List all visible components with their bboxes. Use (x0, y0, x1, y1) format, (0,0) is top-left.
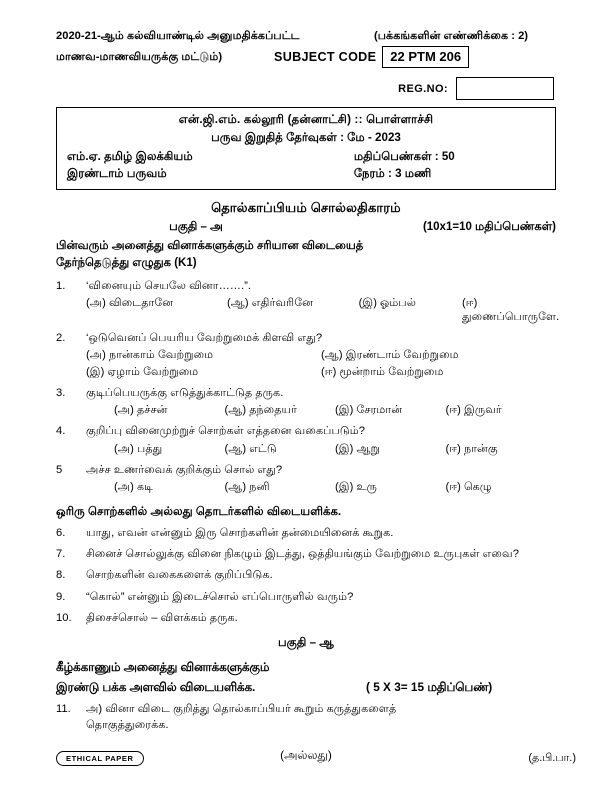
question-number: 2. (56, 331, 66, 344)
question-text-line1: அ) வினா விடை குறித்து தொல்காப்பியர் கூறும் கருத்துகளைத் (86, 703, 397, 716)
ethical-paper-stamp: ETHICAL PAPER (56, 751, 144, 766)
question-text: “கொல்” என்னும் இடைச்சொல் எப்பொருளில் வரும்? (86, 590, 354, 603)
question-text: திசைச்சொல் – விளக்கம் தருக. (86, 611, 238, 624)
question-text: ‘ஒடுவெனப் பெயரிய வேற்றுமைக் கிளவி எது? (86, 331, 323, 344)
part-a-row (56, 221, 556, 235)
option-a[interactable]: (அ) பத்து (114, 442, 163, 455)
question-number: 11. (56, 703, 71, 716)
option-d[interactable]: (ஈ) நான்கு (445, 442, 498, 455)
question-number: 3. (56, 387, 66, 400)
list-item (56, 589, 556, 605)
question-text: யாது, எவன் என்னும் இரு சொற்களின் தன்மையினைக் கூறுக. (86, 526, 394, 539)
list-item (56, 462, 556, 478)
short-question-list (56, 525, 556, 626)
option-b[interactable]: (ஆ) எட்டு (224, 442, 277, 455)
option-c[interactable]: (இ) உரு (335, 480, 377, 493)
question-number: 7. (56, 548, 66, 561)
list-item (56, 610, 556, 626)
question-number: 5 (56, 463, 63, 476)
subject-code-value: 22 PTM 206 (382, 46, 469, 68)
option-row (56, 296, 560, 325)
option-row (56, 404, 556, 418)
part-a-instruction-line1: பின்வரும் அனைத்து வினாக்களுக்கும் சரியான விடையைத் (56, 240, 364, 253)
header-row-1 (56, 28, 556, 44)
reg-no-label: REG.NO: (398, 82, 448, 95)
option-c[interactable]: (இ) சேரமான் (335, 404, 403, 417)
option-row (56, 366, 556, 380)
reg-no-input[interactable] (456, 77, 554, 100)
list-item (56, 385, 556, 401)
part-a-instruction-line2: தேர்ந்தெடுத்து எழுதுக (K1) (56, 257, 197, 270)
option-c[interactable]: (இ) ஏழாம் வேற்றுமை (86, 366, 199, 379)
option-row (56, 349, 556, 363)
college-name: என்.ஜி.எம். கல்லூரி (தன்னாட்சி) :: பொள்ளாச்சி (178, 113, 434, 127)
part-b-marks: ( 5 X 3= 15 மதிப்பெண்) (366, 680, 493, 695)
option-d[interactable]: (ஈ) கெழு (445, 480, 492, 493)
question-text: சினைச் சொல்லுக்கு வினை நிகழும் இடத்து, ஒத்தியங்கும் வேற்றுமை உருபுகள் எவை? (86, 548, 519, 561)
page-footer (56, 751, 576, 766)
question-number: 9. (56, 590, 66, 603)
page-content (56, 28, 560, 764)
option-d[interactable]: (ஈ) துணைப்பொருளே. (461, 296, 560, 323)
part-b-instruction-line1: கீழ்க்காணும் அனைத்து வினாக்களுக்கும் (56, 660, 270, 675)
question-text: சொற்களின் வகைகளைக் குறிப்பிடுக. (86, 569, 273, 582)
semester-time-row (67, 167, 545, 182)
option-a[interactable]: (அ) விடைதானே (86, 296, 174, 309)
option-c[interactable]: (இ) ஓம்பல் (358, 296, 417, 309)
header-students-only: மாணவ-மாணவியருக்கு மட்டும்) (56, 51, 223, 64)
exam-info-box (56, 107, 556, 190)
course-marks-row (67, 150, 545, 165)
list-item (56, 567, 556, 583)
question-number: 4. (56, 425, 66, 438)
part-b-instruction-row (56, 680, 556, 696)
question-number: 10. (56, 611, 72, 624)
long-question-list (56, 701, 556, 733)
footer-page-marker: (த.பி.பா.) (528, 751, 576, 764)
option-d[interactable]: (ஈ) மூன்றாம் வேற்றுமை (321, 366, 444, 379)
header-academic-year: 2020-21-ஆம் கல்வியாண்டில் அனுமதிக்கப்பட்ட (56, 30, 300, 42)
part-b-instruction-line2: இரண்டு பக்க அளவில் விடையளிக்க. (56, 680, 256, 695)
option-b[interactable]: (ஆ) இரண்டாம் வேற்றுமை (321, 349, 459, 362)
header-page-count: (பக்கங்களின் எண்ணிக்கை : 2) (374, 30, 529, 42)
course-name: எம்.ஏ. தமிழ் இலக்கியம் (67, 150, 193, 164)
question-number: 8. (56, 569, 66, 582)
list-item (56, 423, 556, 439)
subject-code-label: SUBJECT CODE (274, 50, 377, 65)
question-number: 6. (56, 526, 66, 539)
option-b[interactable]: (ஆ) தந்தையர் (224, 404, 297, 417)
option-b[interactable]: (ஆ) நனி (224, 480, 270, 493)
mcq-list (56, 278, 560, 495)
max-marks: மதிப்பெண்கள் : 50 (353, 150, 455, 164)
semester: இரண்டாம் பருவம் (67, 167, 167, 181)
question-text: குறிப்பு வினைமுற்றுச் சொற்கள் எத்தனை வகைப்படும்? (86, 425, 365, 438)
or-separator: (அல்லது) (280, 747, 332, 762)
option-a[interactable]: (அ) கடி (114, 480, 154, 493)
part-a-marks: (10x1=10 மதிப்பெண்கள்) (422, 221, 556, 234)
list-item (56, 525, 556, 541)
option-row (56, 481, 556, 495)
exam-session: பருவ இறுதித் தேர்வுகள் : மே - 2023 (211, 131, 401, 145)
option-a[interactable]: (அ) தச்சன் (114, 404, 168, 417)
list-item (56, 330, 556, 346)
reg-no-row (56, 77, 556, 100)
question-text: அச்ச உணர்வைக் குறிக்கும் சொல் எது? (86, 463, 283, 476)
list-item (56, 546, 556, 562)
list-item (56, 278, 556, 294)
question-text: குடிப்பெயருக்கு எடுத்துக்காட்டுத தருக. (86, 387, 284, 400)
question-number: 1. (56, 279, 66, 292)
option-d[interactable]: (ஈ) இருவர் (445, 404, 502, 417)
duration: நேரம் : 3 மணி (353, 167, 432, 181)
option-b[interactable]: (ஆ) எதிர்வரினே (227, 296, 313, 309)
part-b-label: பகுதி – ஆ (278, 636, 334, 650)
option-row (56, 443, 556, 457)
question-text-line2: தொகுத்துரைக்க. (86, 719, 169, 732)
question-text: ‘வினையும் செயலே வினா…….”. (86, 279, 251, 292)
header-row-2 (56, 46, 556, 68)
list-item (56, 701, 556, 733)
page-title: தொல்காப்பியம் சொல்லதிகாரம் (211, 200, 401, 216)
short-answer-heading: ஒரிரு சொற்களில் அல்லது தொடர்களில் விடையளிக்க. (56, 504, 342, 518)
part-a-label: பகுதி – அ (169, 221, 223, 234)
option-a[interactable]: (அ) நான்காம் வேற்றுமை (86, 349, 214, 362)
option-c[interactable]: (இ) ஆறு (335, 442, 380, 455)
